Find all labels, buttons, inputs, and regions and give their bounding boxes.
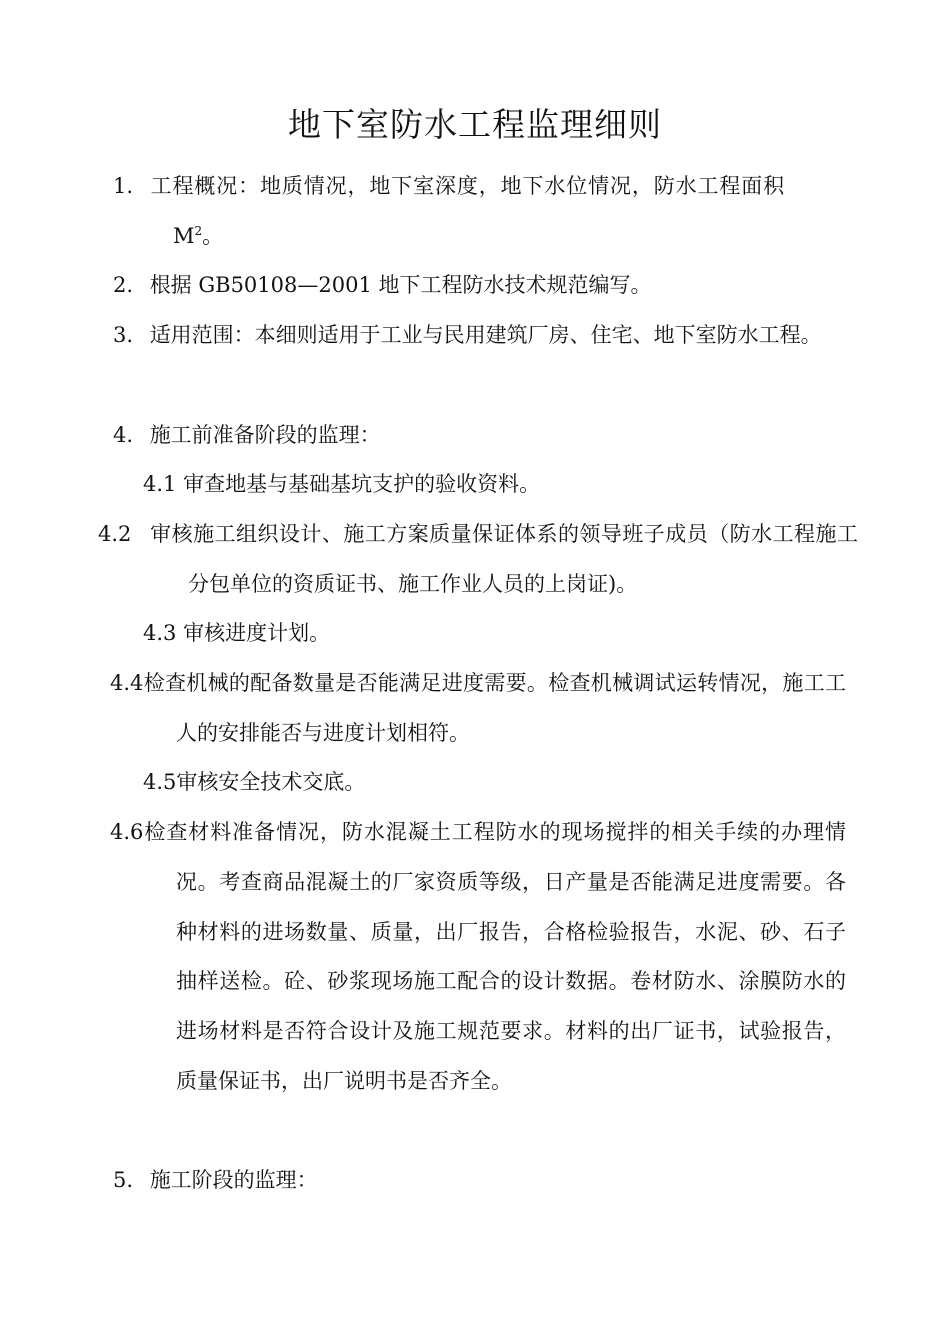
- section-3: 3. 适用范围：本细则适用于工业与民用建筑厂房、住宅、地下室防水工程。: [113, 323, 822, 347]
- section-text: 施工阶段的监理：: [149, 1168, 318, 1192]
- section-5: 5. 施工阶段的监理：: [113, 1168, 318, 1192]
- section-text: 审查地基与基础基坑支护的验收资料。: [183, 472, 541, 496]
- section-4: 4. 施工前准备阶段的监理：: [113, 423, 381, 447]
- section-text-end: 。: [202, 223, 224, 248]
- section-4-5: [143, 758, 813, 808]
- section-text: 审核进度计划。: [183, 621, 331, 645]
- section-4-4: [110, 659, 846, 759]
- section-text: 施工前准备阶段的监理：: [149, 423, 381, 447]
- section-4-1: [143, 460, 813, 510]
- section-2: 2. 根据 GB50108—2001 地下工程防水技术规范编写。: [113, 273, 652, 297]
- section-text: 审核安全技术交底。: [176, 770, 366, 794]
- section-text: 适用范围：本细则适用于工业与民用建筑厂房、住宅、地下室防水工程。: [149, 323, 822, 347]
- section-text: [151, 174, 843, 248]
- section-text: 根据 GB50108—2001 地下工程防水技术规范编写。: [149, 273, 652, 297]
- document-title: 地下室防水工程监理细则: [288, 105, 662, 144]
- section-text: 检查机械的配备数量是否能满足进度需要。检查机械调试运转情况，施工工人的安排能否与进度计划相符。: [143, 671, 846, 745]
- section-text: 检查材料准备情况，防水混凝土工程防水的现场搅拌的相关手续的办理情况。考查商品混凝土的厂家资质等级，日产量是否能满足进度需要。各种材料的进场数量、质量，出厂报告，合格检验报告，水泥、砂、石子抽样送检。砼、砂浆现场施工配合的设计数据。卷材防水、涂膜防水的进场材料是否符合设计及施工规范要求。材料的出厂证书，试验报告，质量保证书，出厂说明书是否齐全。: [143, 820, 846, 1093]
- section-number: 4.5: [143, 770, 177, 794]
- area-unit-superscript: 2: [194, 223, 203, 238]
- section-4-6: [110, 808, 846, 1107]
- section-text: 审核施工组织设计、施工方案质量保证体系的领导班子成员（防水工程施工分包单位的资质证书、施工作业人员的上岗证)。: [150, 522, 858, 596]
- section-1: 1. 工程概况：地质情况，地下室深度，地下水位情况，防水工程面积$M^2$。: [143, 162, 843, 262]
- section-number: 4.3: [143, 621, 177, 645]
- section-4-2: 4.2 审核施工组织设计、施工方案质量保证体系的领导班子成员（防水工程施工分包单位的资质证书、施工作业人员的上岗证)。: [98, 522, 858, 596]
- section-text-part: 工程概况：地质情况，地下室深度，地下水位情况，防水工程面积: [150, 174, 785, 198]
- section-4-3: [143, 609, 813, 659]
- section-number: 4.1: [143, 472, 177, 496]
- area-unit: M: [173, 223, 195, 248]
